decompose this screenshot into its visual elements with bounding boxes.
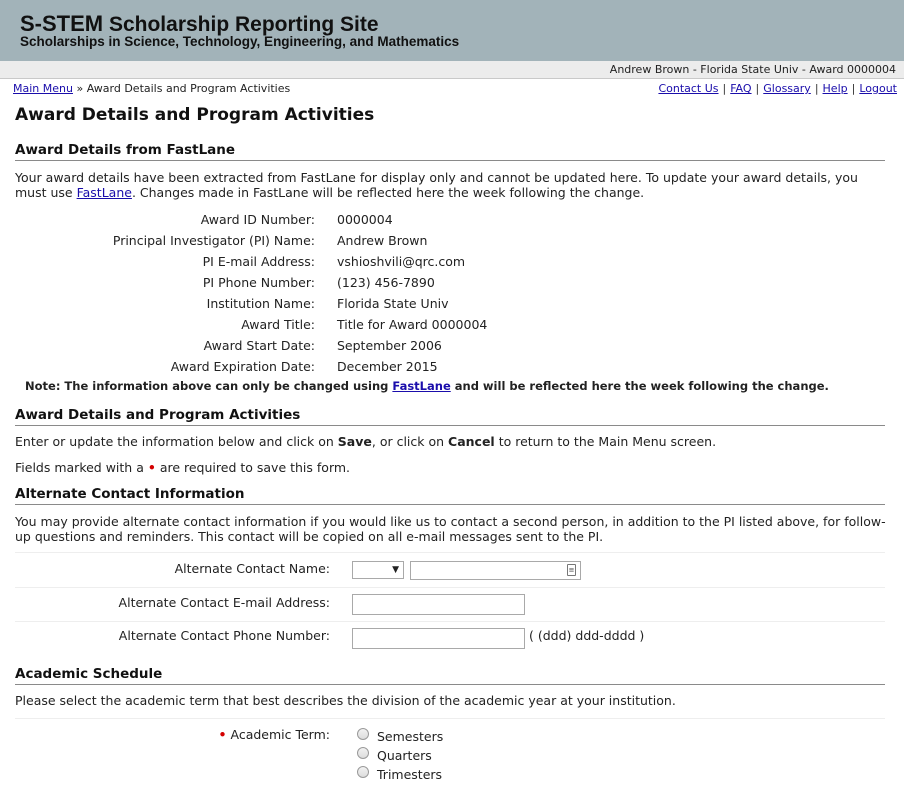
term-semesters-label[interactable]: Semesters [377,729,444,744]
breadcrumb-main-menu-link[interactable]: Main Menu [13,82,73,95]
alt-contact-email-label: Alternate Contact E-mail Address: [118,595,330,610]
note-fastlane-link[interactable]: FastLane [392,379,451,393]
academic-schedule-intro: Please select the academic term that best describes the division of the academic year at your institution. [15,693,676,708]
term-trimesters-label[interactable]: Trimesters [377,767,443,782]
alt-contact-name-input[interactable] [410,561,581,580]
pi-phone-value: (123) 456-7890 [337,275,435,290]
term-quarters-label[interactable]: Quarters [377,748,432,763]
required-fields-note: Fields marked with a • are required to save this form. [15,460,351,475]
row-divider [15,552,885,553]
award-expiration-value: December 2015 [337,359,438,374]
pi-name-value: Andrew Brown [337,233,428,248]
fastlane-section-heading: Award Details from FastLane [15,142,885,161]
pi-phone-label: PI Phone Number: [202,275,315,290]
row-divider [15,621,885,622]
program-instructions: Enter or update the information below and click on Save, or click on Cancel to return to the Main Menu screen. [15,434,717,449]
award-title-value: Title for Award 0000004 [337,317,488,332]
required-marker: • [218,727,227,742]
alt-contact-phone-input[interactable] [352,628,525,649]
institution-label: Institution Name: [206,296,315,311]
site-subtitle: Scholarships in Science, Technology, Engineering, and Mathematics [20,34,460,49]
utility-links: Contact Us | FAQ | Glossary | Help | Logout [658,82,897,95]
phone-format-hint: ( (ddd) ddd-dddd ) [529,628,645,643]
chevron-down-icon: ▼ [392,565,399,575]
user-info-text: Andrew Brown - Florida State Univ - Award 0000004 [609,63,896,76]
academic-schedule-heading: Academic Schedule [15,666,885,685]
faq-link[interactable]: FAQ [730,82,752,95]
breadcrumb [13,82,290,95]
institution-value: Florida State Univ [337,296,449,311]
fastlane-note: Note: The information above can only be changed using FastLane and will be reflected here the week following the change. [25,379,829,393]
term-semesters-radio[interactable] [357,728,369,740]
glossary-link[interactable]: Glossary [763,82,811,95]
breadcrumb-separator: » [76,82,84,95]
award-id-value: 0000004 [337,212,393,227]
program-section-heading: Award Details and Program Activities [15,407,885,426]
pi-name-label: Principal Investigator (PI) Name: [112,233,315,248]
row-divider [15,587,885,588]
breadcrumb-current: Award Details and Program Activities [86,82,291,95]
alt-contact-email-input[interactable] [352,594,525,615]
required-marker: • [147,460,156,475]
site-banner [0,0,904,61]
academic-term-label: • Academic Term: [218,727,330,742]
help-link[interactable]: Help [822,82,848,95]
alternate-contact-heading: Alternate Contact Information [15,486,885,505]
user-info-bar [0,61,904,79]
logout-link[interactable]: Logout [859,82,897,95]
row-divider [15,718,885,719]
fastlane-intro: Your award details have been extracted from FastLane for display only and cannot be updated here. To update your award details, you must use FastLane. Changes made in FastLane will be reflected here the week following the change. [15,170,858,200]
page-title: Award Details and Program Activities [15,105,375,125]
award-title-label: Award Title: [241,317,315,332]
pi-email-label: PI E-mail Address: [202,254,315,269]
alt-contact-phone-label: Alternate Contact Phone Number: [118,628,330,643]
alt-contact-name-label: Alternate Contact Name: [174,561,330,576]
award-id-label: Award ID Number: [200,212,315,227]
site-title: S-STEM Scholarship Reporting Site [20,11,379,36]
name-prefix-select[interactable] [352,561,404,579]
fastlane-link[interactable]: FastLane [76,185,132,200]
term-quarters-radio[interactable] [357,747,369,759]
term-trimesters-radio[interactable] [357,766,369,778]
award-expiration-label: Award Expiration Date: [170,359,315,374]
alternate-contact-intro: You may provide alternate contact information if you would like us to contact a second person, in addition to the PI listed above, for follow-up questions and reminders. This contact will be copied on all e-mail messages sent to the PI. [15,514,886,544]
pi-email-value: vshioshvili@qrc.com [337,254,466,269]
autofill-icon[interactable]: ≡ [568,566,575,574]
award-start-label: Award Start Date: [203,338,315,353]
award-start-value: September 2006 [337,338,442,353]
contact-us-link[interactable]: Contact Us [658,82,719,95]
